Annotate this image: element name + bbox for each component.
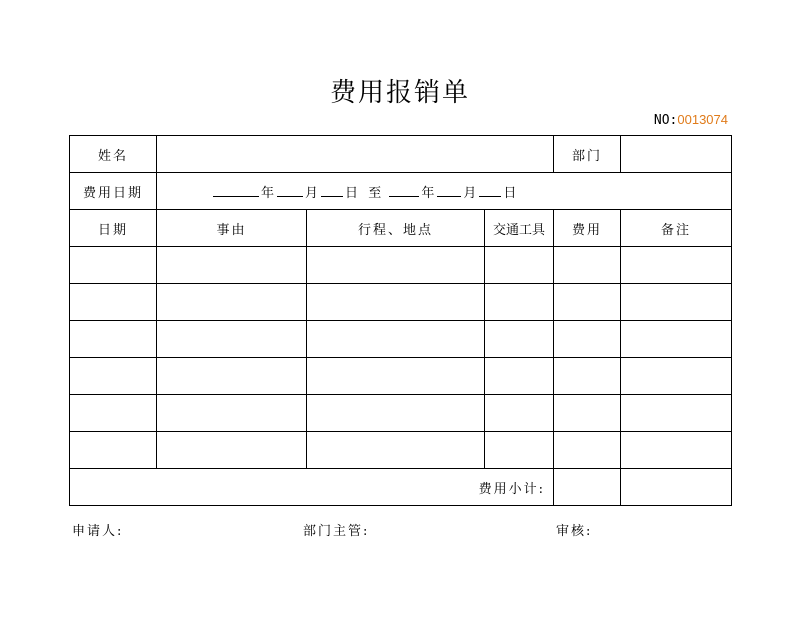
subtotal-label: 费用小计: [70,469,554,506]
period-to: 至 [368,185,383,201]
remark-cell[interactable] [621,395,732,432]
transport-cell[interactable] [485,321,554,358]
reason-cell[interactable] [157,432,307,469]
start-day-unit: 日 [345,185,360,201]
end-year-unit: 年 [421,185,436,201]
name-label: 姓名 [70,136,157,173]
form-title: 费用报销单 [329,78,470,108]
cost-cell[interactable] [554,432,621,469]
transport-cell[interactable] [485,432,554,469]
route-cell[interactable] [307,247,485,284]
column-header-row [70,210,732,247]
transport-cell[interactable] [485,358,554,395]
reason-cell[interactable] [157,358,307,395]
col-header-transport: 交通工具 [485,210,554,247]
reason-cell[interactable] [157,395,307,432]
supervisor-label: 部门主管: [303,524,370,539]
end-month-unit: 月 [463,185,478,201]
period-row [70,173,732,210]
start-year-unit: 年 [261,185,276,201]
reason-cell[interactable] [157,247,307,284]
cost-cell[interactable] [554,247,621,284]
period-field[interactable] [157,173,732,210]
end-month-blank[interactable] [437,183,461,197]
table-row [70,358,732,395]
name-row [70,136,732,173]
reviewer-label: 审核: [556,524,593,539]
col-header-route: 行程、地点 [307,210,485,247]
date-cell[interactable] [70,284,157,321]
date-cell[interactable] [70,247,157,284]
reason-cell[interactable] [157,321,307,358]
date-cell[interactable] [70,358,157,395]
route-cell[interactable] [307,395,485,432]
date-cell[interactable] [70,432,157,469]
remark-cell[interactable] [621,247,732,284]
cost-cell[interactable] [554,321,621,358]
dept-label: 部门 [554,136,621,173]
table-row [70,432,732,469]
serial-prefix: NO: [653,113,678,128]
dept-field[interactable] [621,136,732,173]
start-month-unit: 月 [305,185,320,201]
route-cell[interactable] [307,358,485,395]
route-cell[interactable] [307,432,485,469]
name-field[interactable] [157,136,554,173]
subtotal-remark-cell[interactable] [621,469,732,506]
table-row [70,395,732,432]
table-row [70,321,732,358]
remark-cell[interactable] [621,358,732,395]
transport-cell[interactable] [485,395,554,432]
col-header-reason: 事由 [157,210,307,247]
transport-cell[interactable] [485,284,554,321]
serial-value: 0013074 [677,112,728,127]
start-year-blank[interactable] [213,183,259,197]
cost-cell[interactable] [554,395,621,432]
cost-cell[interactable] [554,358,621,395]
route-cell[interactable] [307,284,485,321]
cost-cell[interactable] [554,284,621,321]
reason-cell[interactable] [157,284,307,321]
col-header-date: 日期 [70,210,157,247]
subtotal-row [70,469,732,506]
col-header-cost: 费用 [554,210,621,247]
table-row [70,247,732,284]
col-header-remark: 备注 [621,210,732,247]
table-row [70,284,732,321]
transport-cell[interactable] [485,247,554,284]
applicant-label: 申请人: [72,524,124,539]
serial-number [654,112,728,128]
subtotal-value-cell[interactable] [554,469,621,506]
end-year-blank[interactable] [389,183,419,197]
start-day-blank[interactable] [321,183,343,197]
end-day-blank[interactable] [479,183,501,197]
date-cell[interactable] [70,395,157,432]
date-cell[interactable] [70,321,157,358]
start-month-blank[interactable] [277,183,303,197]
period-label: 费用日期 [70,173,157,210]
remark-cell[interactable] [621,432,732,469]
route-cell[interactable] [307,321,485,358]
remark-cell[interactable] [621,321,732,358]
expense-table [69,135,732,506]
remark-cell[interactable] [621,284,732,321]
end-day-unit: 日 [503,185,518,201]
